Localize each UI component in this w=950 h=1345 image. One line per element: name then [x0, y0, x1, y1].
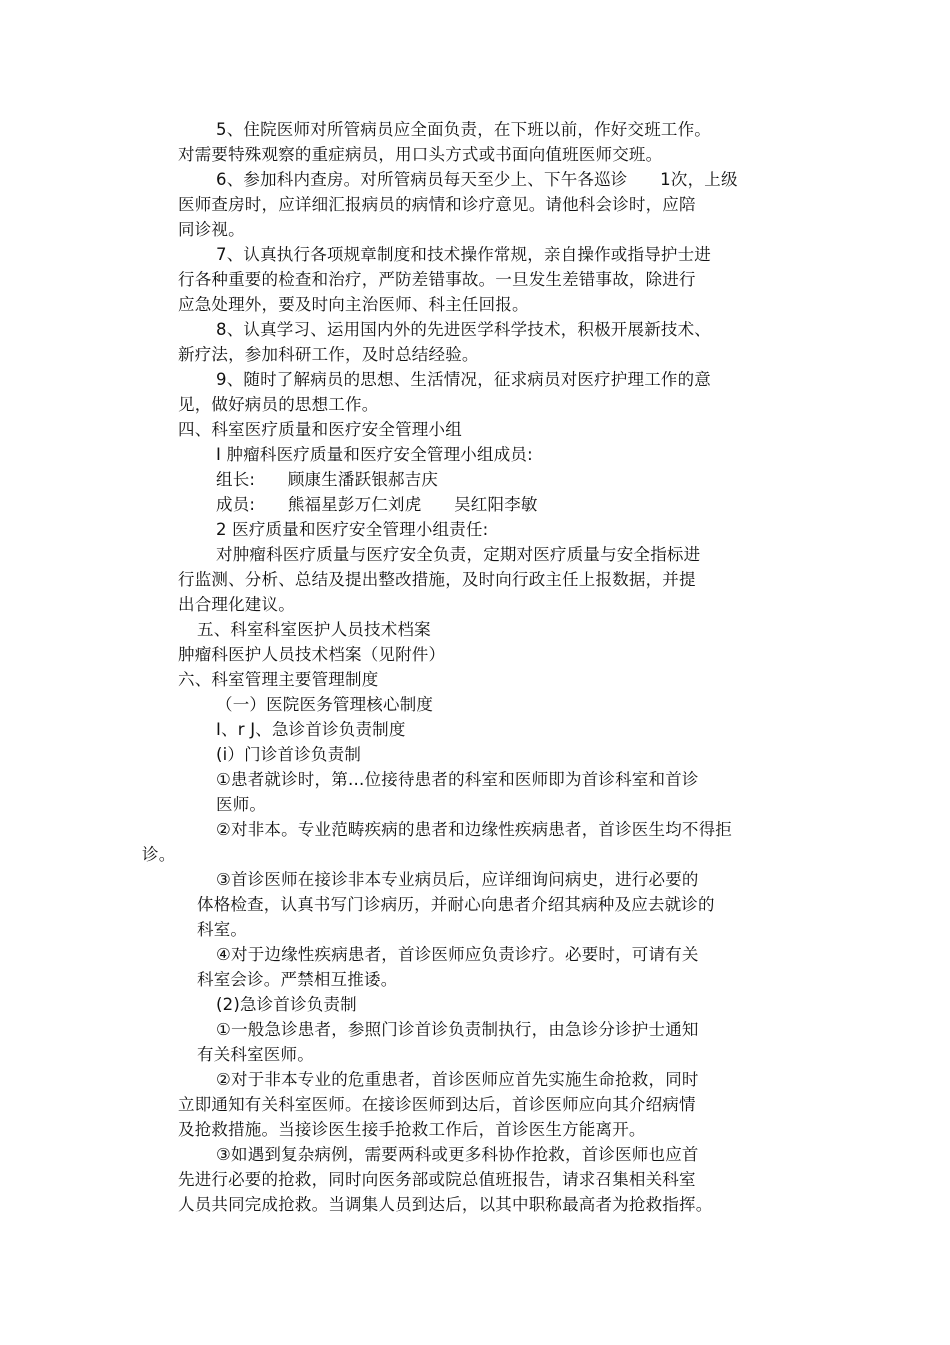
text-line: 肿瘤科医护人员技术档案（见附件） [178, 645, 446, 664]
text-line: 医师。 [216, 795, 267, 814]
text-line: 行各种重要的检查和治疗，严防差错事故。一旦发生差错事故，除进行 [178, 270, 696, 289]
text-line: ②对非本。专业范畴疾病的患者和边缘性疾病患者，首诊医生均不得拒 [216, 820, 732, 839]
text-line: 见，做好病员的思想工作。 [178, 395, 379, 414]
text-line: 行监测、分析、总结及提出整改措施，及时向行政主任上报数据，并提 [178, 570, 696, 589]
text-line: ④对于边缘性疾病患者，首诊医师应负责诊疗。必要时，可请有关 [216, 945, 699, 964]
text-line: (2)急诊首诊负责制 [216, 995, 357, 1014]
text-line: 组长: 顾康生潘跃银郝吉庆 [216, 470, 439, 489]
text-line: 诊。 [142, 845, 176, 864]
text-line: 及抢救措施。当接诊医生接手抢救工作后，首诊医生方能离开。 [178, 1120, 646, 1139]
text-line: 新疗法，参加科研工作，及时总结经验。 [178, 345, 479, 364]
text-line: ①患者就诊时，第…位接待患者的科室和医师即为首诊科室和首诊 [216, 770, 699, 789]
section-heading: 六、科室管理主要管理制度 [178, 670, 379, 689]
text-line: 科室会诊。严禁相互推诿。 [197, 970, 398, 989]
text-line: ②对于非本专业的危重患者，首诊医师应首先实施生命抢救，同时 [216, 1070, 699, 1089]
text-line: 先进行必要的抢救，同时向医务部或院总值班报告，请求召集相关科室 [178, 1170, 696, 1189]
text-line: 成员: 熊福星彭万仁刘虎 吴红阳李敏 [216, 495, 538, 514]
text-line: 7、认真执行各项规章制度和技术操作常规，亲自操作或指导护士进 [216, 245, 711, 264]
text-line: 体格检查，认真书写门诊病历，并耐心向患者介绍其病种及应去就诊的 [197, 895, 715, 914]
text-line: （一）医院医务管理核心制度 [216, 695, 434, 714]
text-line: ③如遇到复杂病例，需要两科或更多科协作抢救，首诊医师也应首 [216, 1145, 699, 1164]
text-line: ①一般急诊患者，参照门诊首诊负责制执行，由急诊分诊护士通知 [216, 1020, 699, 1039]
text-line: 医师查房时，应详细汇报病员的病情和诊疗意见。请他科会诊时，应陪 [178, 195, 696, 214]
text-line: (i）门诊首诊负责制 [216, 745, 362, 764]
section-heading: 五、科室科室医护人员技术档案 [197, 620, 431, 639]
text-line: 8、认真学习、运用国内外的先进医学科学技术，积极开展新技术、 [216, 320, 711, 339]
section-heading: 四、科室医疗质量和医疗安全管理小组 [178, 420, 462, 439]
text-line: 2 医疗质量和医疗安全管理小组责任: [216, 520, 489, 539]
text-line: 有关科室医师。 [197, 1045, 314, 1064]
text-line: 立即通知有关科室医师。在接诊医师到达后，首诊医师应向其介绍病情 [178, 1095, 696, 1114]
text-line: 出合理化建议。 [178, 595, 295, 614]
text-line: 5、住院医师对所管病员应全面负责，在下班以前，作好交班工作。 [216, 120, 711, 139]
text-line: I、r J、急诊首诊负责制度 [216, 720, 406, 739]
text-line: 人员共同完成抢救。当调集人员到达后，以其中职称最高者为抢救指挥。 [178, 1195, 713, 1214]
text-line: 6、参加科内查房。对所管病员每天至少上、下午各巡诊 1次，上级 [216, 170, 738, 189]
text-line: ③首诊医师在接诊非本专业病员后，应详细询问病史，进行必要的 [216, 870, 699, 889]
text-line: 科室。 [197, 920, 248, 939]
text-line: 同诊视。 [178, 220, 245, 239]
text-line: 对肿瘤科医疗质量与医疗安全负责，定期对医疗质量与安全指标进 [216, 545, 701, 564]
text-line: 对需要特殊观察的重症病员，用口头方式或书面向值班医师交班。 [178, 145, 663, 164]
text-line: 应急处理外，要及时向主治医师、科主任回报。 [178, 295, 529, 314]
text-line: I 肿瘤科医疗质量和医疗安全管理小组成员: [216, 445, 533, 464]
text-line: 9、随时了解病员的思想、生活情况，征求病员对医疗护理工作的意 [216, 370, 711, 389]
